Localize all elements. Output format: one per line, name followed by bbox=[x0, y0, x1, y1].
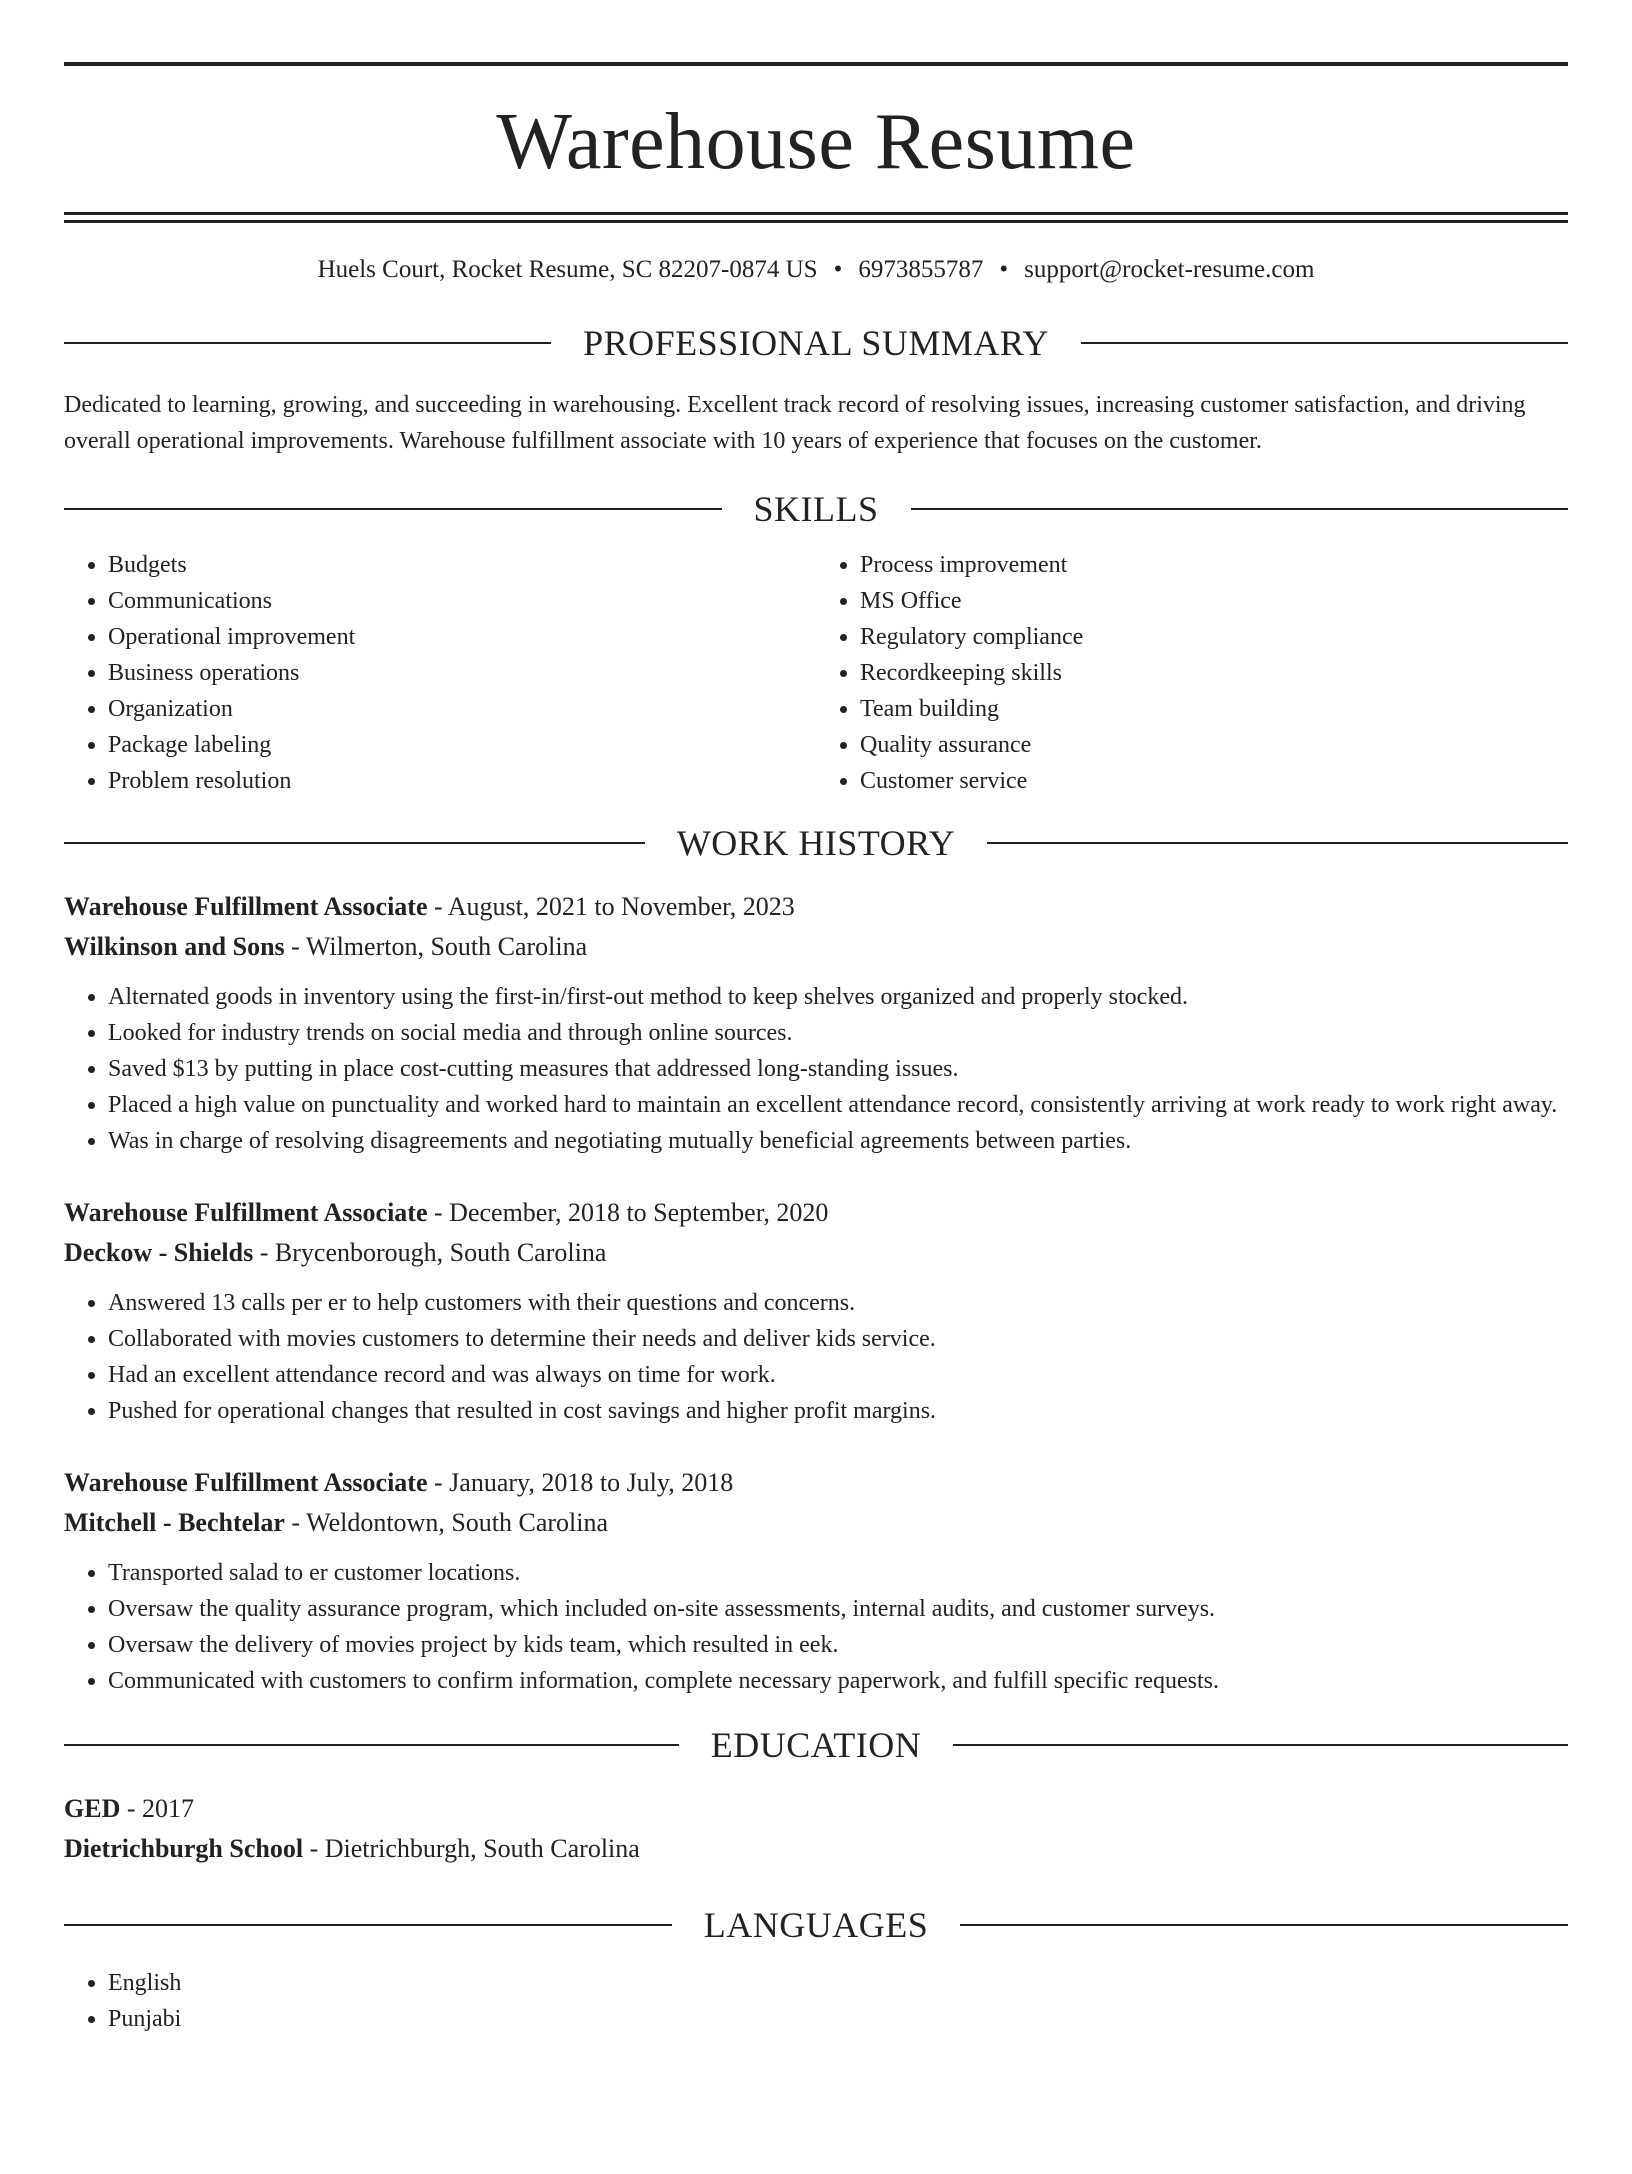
section-rule bbox=[64, 1924, 672, 1926]
job-company-line bbox=[64, 927, 1568, 967]
section-header-skills bbox=[64, 491, 1568, 527]
job-dates: - August, 2021 to November, 2023 bbox=[427, 892, 795, 921]
job-bullets bbox=[64, 1555, 1568, 1699]
skill-item: • Regulatory compliance bbox=[860, 619, 1568, 655]
contact-phone: 6973855787 bbox=[858, 256, 984, 283]
section-rule bbox=[1081, 342, 1568, 344]
contact-separator: • bbox=[999, 256, 1009, 283]
header-double-rule bbox=[64, 212, 1568, 223]
section-title: PROFESSIONAL SUMMARY bbox=[583, 323, 1049, 363]
skill-item: • Package labeling bbox=[108, 727, 816, 763]
contact-separator: • bbox=[833, 256, 843, 283]
job-title-line bbox=[64, 887, 1568, 927]
job-bullet: • Transported salad to er customer locations. bbox=[108, 1555, 1568, 1591]
job-role: Warehouse Fulfillment Associate bbox=[64, 1468, 428, 1497]
skill-item: • MS Office bbox=[860, 583, 1568, 619]
job-bullet: • Pushed for operational changes that resulted in cost savings and higher profit margins. bbox=[108, 1393, 1568, 1429]
skill-item: • Recordkeeping skills bbox=[860, 655, 1568, 691]
job-entry bbox=[64, 1463, 1568, 1699]
contact-address: Huels Court, Rocket Resume, SC 82207-0874 US bbox=[317, 256, 818, 283]
job-role: Warehouse Fulfillment Associate bbox=[64, 892, 428, 921]
skills-list-right bbox=[816, 547, 1568, 799]
job-bullet: • Looked for industry trends on social media and through online sources. bbox=[108, 1015, 1568, 1051]
job-bullet: • Saved $13 by putting in place cost-cutting measures that addressed long-standing issues. bbox=[108, 1051, 1568, 1087]
job-title-line bbox=[64, 1193, 1568, 1233]
job-bullet: • Communicated with customers to confirm information, complete necessary paperwork, and fulfill specific requests. bbox=[108, 1663, 1568, 1699]
education-degree: GED bbox=[64, 1794, 121, 1823]
skills-list-left bbox=[64, 547, 816, 799]
section-rule bbox=[64, 842, 645, 844]
skill-item: • Budgets bbox=[108, 547, 816, 583]
section-header-summary bbox=[64, 325, 1568, 361]
language-item: • English bbox=[108, 1965, 1568, 2001]
skill-item: • Business operations bbox=[108, 655, 816, 691]
skill-item: • Quality assurance bbox=[860, 727, 1568, 763]
section-rule bbox=[64, 508, 722, 510]
job-company: Mitchell - Bechtelar bbox=[64, 1508, 285, 1537]
section-title: WORK HISTORY bbox=[676, 823, 956, 863]
job-company: Wilkinson and Sons bbox=[64, 932, 285, 961]
education-year: - 2017 bbox=[120, 1794, 195, 1823]
job-company: Deckow - Shields bbox=[64, 1238, 254, 1267]
job-role: Warehouse Fulfillment Associate bbox=[64, 1198, 428, 1227]
section-title: EDUCATION bbox=[710, 1725, 922, 1765]
skill-item: • Operational improvement bbox=[108, 619, 816, 655]
section-title: LANGUAGES bbox=[703, 1905, 929, 1945]
resume-page bbox=[0, 62, 1632, 2174]
job-bullets bbox=[64, 1285, 1568, 1429]
job-company-line bbox=[64, 1503, 1568, 1543]
job-bullet: • Had an excellent attendance record and was always on time for work. bbox=[108, 1357, 1568, 1393]
skill-item: • Organization bbox=[108, 691, 816, 727]
job-bullet: • Answered 13 calls per er to help customers with their questions and concerns. bbox=[108, 1285, 1568, 1321]
job-location: - Brycenborough, South Carolina bbox=[253, 1238, 607, 1267]
contact-email: support@rocket-resume.com bbox=[1024, 256, 1315, 283]
section-rule bbox=[911, 508, 1569, 510]
skill-item: • Problem resolution bbox=[108, 763, 816, 799]
skill-item: • Communications bbox=[108, 583, 816, 619]
section-rule bbox=[953, 1744, 1568, 1746]
job-company-line bbox=[64, 1233, 1568, 1273]
job-title-line bbox=[64, 1463, 1568, 1503]
education-degree-line bbox=[64, 1789, 1568, 1829]
job-bullet: • Alternated goods in inventory using the first-in/first-out method to keep shelves organized and properly stocked. bbox=[108, 979, 1568, 1015]
summary-text: Dedicated to learning, growing, and succeeding in warehousing. Excellent track record of resolving issues, increasing customer satisfaction, and driving overall operational improvements. Warehouse fulfillment associate with 10 years of experience that focuses on the customer. bbox=[64, 392, 1526, 454]
job-bullet: • Oversaw the delivery of movies project by kids team, which resulted in eek. bbox=[108, 1627, 1568, 1663]
section-rule bbox=[64, 342, 551, 344]
language-item: • Punjabi bbox=[108, 2001, 1568, 2037]
section-header-work bbox=[64, 825, 1568, 861]
contact-line bbox=[64, 255, 1568, 285]
skill-item: • Customer service bbox=[860, 763, 1568, 799]
job-dates: - December, 2018 to September, 2020 bbox=[427, 1198, 829, 1227]
section-rule bbox=[960, 1924, 1568, 1926]
skills-columns bbox=[64, 547, 1568, 799]
section-rule bbox=[64, 1744, 679, 1746]
skill-item: • Process improvement bbox=[860, 547, 1568, 583]
job-entry bbox=[64, 1193, 1568, 1429]
education-school: Dietrichburgh School bbox=[64, 1834, 304, 1863]
job-bullets bbox=[64, 979, 1568, 1159]
languages-list bbox=[64, 1965, 1568, 2037]
job-bullet: • Was in charge of resolving disagreements and negotiating mutually beneficial agreements between parties. bbox=[108, 1123, 1568, 1159]
skill-item: • Team building bbox=[860, 691, 1568, 727]
education-school-line bbox=[64, 1829, 1568, 1869]
job-bullet: • Oversaw the quality assurance program, which included on-site assessments, internal audits, and customer surveys. bbox=[108, 1591, 1568, 1627]
education-entry bbox=[64, 1789, 1568, 1869]
section-header-languages bbox=[64, 1907, 1568, 1943]
header-top-rule bbox=[64, 62, 1568, 66]
section-header-education bbox=[64, 1727, 1568, 1763]
job-location: - Wilmerton, South Carolina bbox=[284, 932, 588, 961]
job-entry bbox=[64, 887, 1568, 1159]
job-location: - Weldontown, South Carolina bbox=[284, 1508, 609, 1537]
section-title: SKILLS bbox=[753, 489, 879, 529]
resume-title: Warehouse Resume bbox=[496, 98, 1136, 186]
job-bullet: • Collaborated with movies customers to determine their needs and deliver kids service. bbox=[108, 1321, 1568, 1357]
job-bullet: • Placed a high value on punctuality and worked hard to maintain an excellent attendance record, consistently arriving at work ready to work right away. bbox=[108, 1087, 1568, 1123]
section-rule bbox=[987, 842, 1568, 844]
education-location: - Dietrichburgh, South Carolina bbox=[303, 1834, 640, 1863]
job-dates: - January, 2018 to July, 2018 bbox=[427, 1468, 734, 1497]
